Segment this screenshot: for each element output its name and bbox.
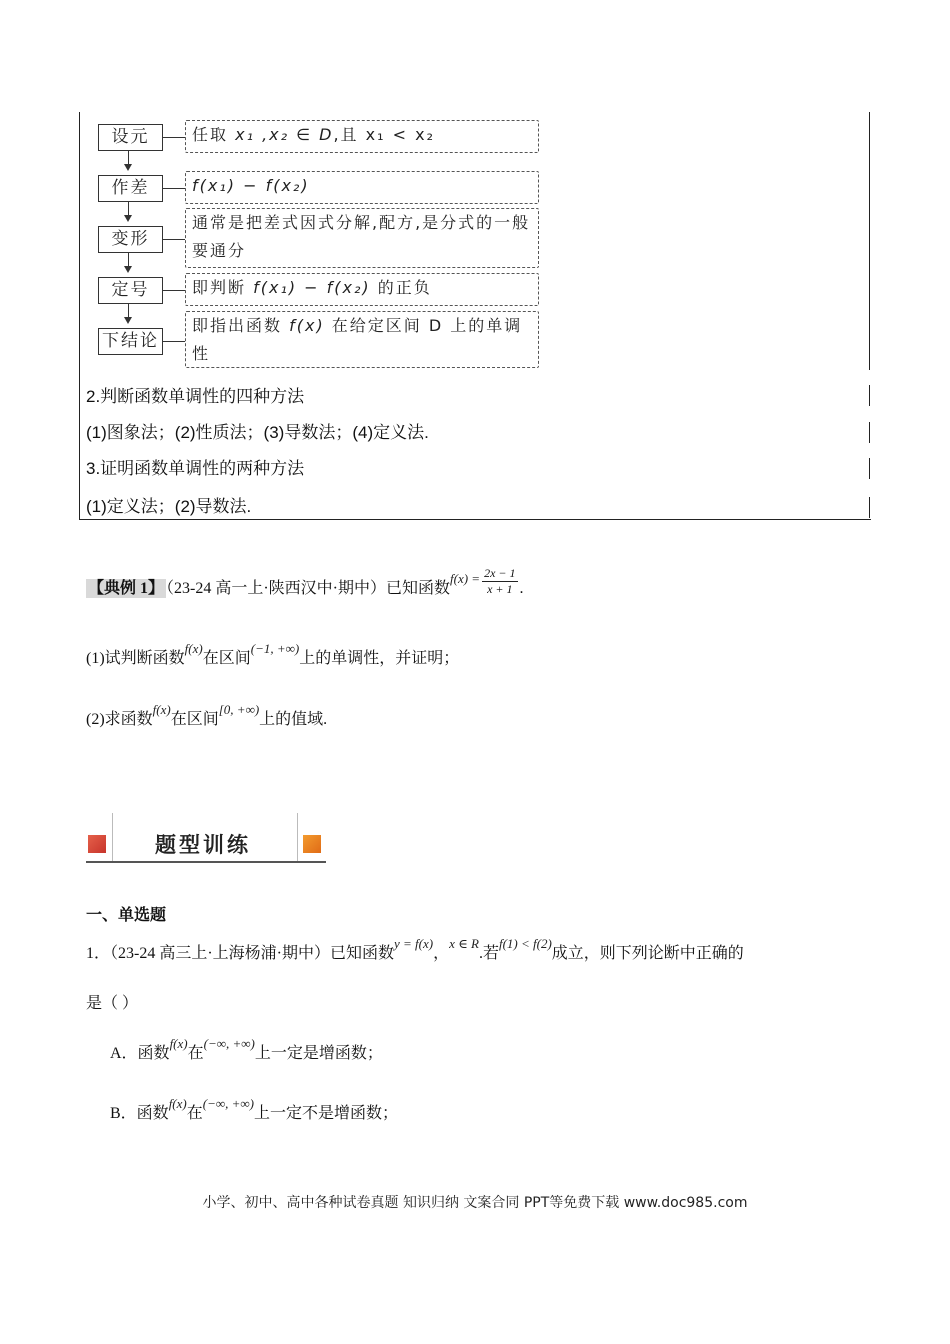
- subsection-title: 一、单选题: [86, 907, 167, 924]
- question-number: 1．: [86, 945, 111, 962]
- desc-text: 即指出函数: [192, 316, 290, 335]
- banner-right-square-icon: [303, 835, 321, 853]
- option-func: f(x): [168, 1096, 187, 1111]
- frame-right-tick: [869, 458, 870, 479]
- option-text: 上一定是增函数；: [254, 1045, 383, 1062]
- desc-math: f(x₁) − f(x₂): [192, 176, 310, 195]
- q-text: 在区间: [170, 711, 219, 728]
- option-text: B．函数: [110, 1105, 169, 1122]
- example-question-1: [86, 641, 460, 668]
- step-desc-set-variables: [185, 120, 539, 153]
- fraction-denominator: x + 1: [487, 582, 513, 596]
- option-interval: (−∞, +∞): [203, 1036, 255, 1051]
- desc-text: 在给定区间 D 上的单调性: [192, 316, 523, 363]
- banner-underline: [86, 861, 326, 863]
- frame-right-tick: [869, 422, 870, 443]
- step-connector: [162, 239, 185, 240]
- option-text: A．函数: [110, 1045, 170, 1062]
- step-desc-difference: [185, 171, 539, 204]
- step-label-conclude: 下结论: [98, 328, 163, 355]
- q-text: 成立，则下列论断中正确的: [551, 945, 744, 962]
- option-a[interactable]: [110, 1036, 383, 1063]
- option-text: 上一定不是增函数；: [254, 1105, 399, 1122]
- page-footer: 小学、初中、高中各种试卷真题 知识归纳 文案合同 PPT等免费下载 www.doc985.com: [202, 1195, 748, 1211]
- q-domain: x ∈ R: [449, 936, 479, 951]
- step-connector: [162, 341, 185, 342]
- question-1-continuation: 是（ ）: [86, 995, 139, 1012]
- heading-two-methods: 3.证明函数单调性的两种方法: [86, 459, 305, 478]
- step-connector: [162, 137, 185, 138]
- desc-text: 即判断: [192, 278, 254, 297]
- q-text: ，: [433, 945, 450, 962]
- option-b[interactable]: [110, 1096, 399, 1123]
- step-label-sign: 定号: [98, 277, 163, 304]
- q-text: .若: [478, 945, 499, 962]
- step-label-transform: 变形: [98, 226, 163, 253]
- frame-right-border: [869, 112, 870, 370]
- step-connector: [162, 188, 185, 189]
- desc-text: 通常是把差式因式分解,配方,是分式的一般要通分: [192, 213, 531, 260]
- step-label-set-variables: 设元: [98, 124, 163, 151]
- desc-math: x₁ ,x₂ ∈ D: [235, 125, 334, 144]
- option-interval: (−∞, +∞): [202, 1096, 254, 1111]
- frame-right-tick: [869, 385, 870, 406]
- q-text: 上的单调性，并证明；: [299, 650, 460, 667]
- option-text: 在: [186, 1105, 203, 1122]
- q-func: f(x): [184, 641, 203, 656]
- desc-math: f(x): [289, 316, 325, 335]
- option-func: f(x): [169, 1036, 188, 1051]
- q-text: （23-24 高三上·上海杨浦·期中）已知函数: [110, 945, 395, 962]
- example-question-2: [86, 702, 328, 729]
- desc-text: 的正负: [370, 278, 432, 297]
- two-methods-list: (1)定义法；(2)导数法.: [86, 497, 252, 516]
- step-desc-sign: [185, 273, 539, 306]
- q-text: (2)求函数: [86, 711, 153, 728]
- banner-divider: [297, 813, 298, 861]
- step-connector: [162, 290, 185, 291]
- banner-left-square-icon: [88, 835, 106, 853]
- question-1-statement: [86, 936, 744, 963]
- desc-text: 任取: [192, 125, 236, 144]
- down-arrow-icon: [128, 304, 129, 322]
- q-interval: [0, +∞): [218, 702, 260, 717]
- q-interval: (−1, +∞): [250, 641, 300, 656]
- step-desc-conclude: [185, 311, 539, 368]
- q-func: y = f(x): [394, 936, 434, 951]
- example-fraction: [482, 566, 517, 597]
- example-source: （23-24 高一上·陕西汉中·期中）已知函数: [166, 580, 451, 598]
- example-func: f(x) =: [450, 571, 481, 587]
- option-text: 在: [187, 1045, 204, 1062]
- banner-divider: [112, 813, 113, 861]
- fraction-numerator: 2x − 1: [484, 566, 516, 580]
- example-end: .: [519, 580, 524, 598]
- q-condition: f(1) < f(2): [498, 936, 552, 951]
- down-arrow-icon: [128, 202, 129, 220]
- desc-text: ,且 x₁ < x₂: [333, 125, 435, 144]
- frame-right-tick: [869, 497, 870, 518]
- example-1-statement: [86, 566, 524, 605]
- down-arrow-icon: [128, 151, 129, 169]
- q-func: f(x): [152, 702, 171, 717]
- example-tag: 【典例 1】: [88, 580, 165, 598]
- q-text: 上的值域.: [259, 711, 328, 728]
- frame-left-border: [79, 112, 80, 520]
- q-text: 在区间: [202, 650, 251, 667]
- down-arrow-icon: [128, 253, 129, 271]
- step-label-difference: 作差: [98, 175, 163, 202]
- frame-bottom-border: [79, 519, 871, 520]
- heading-four-methods: 2.判断函数单调性的四种方法: [86, 387, 305, 406]
- four-methods-list: (1)图象法；(2)性质法；(3)导数法；(4)定义法.: [86, 423, 429, 442]
- q-text: (1)试判断函数: [86, 650, 185, 667]
- section-title: 题型训练: [155, 832, 251, 857]
- desc-math: f(x₁) − f(x₂): [253, 278, 371, 297]
- step-desc-transform: [185, 208, 539, 268]
